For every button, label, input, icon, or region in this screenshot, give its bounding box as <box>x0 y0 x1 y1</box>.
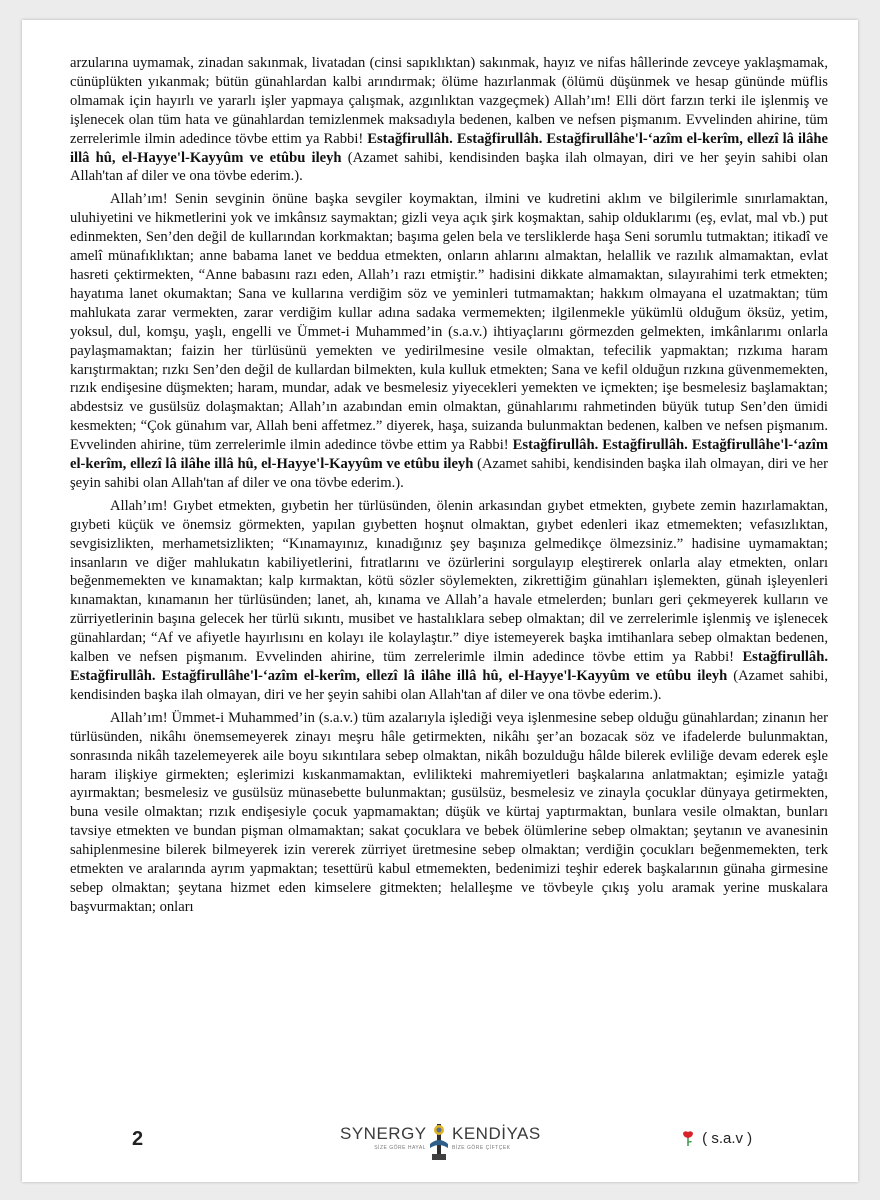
paragraph <box>70 709 828 917</box>
brand-right-tagline: BİZE GÖRE ÇİFTÇEK <box>452 1145 511 1151</box>
paragraph-text: Allah’ım! Gıybet etmekten, gıybetin her türlüsünden, ölenin arkasından gıybet etmekten, gıybete zemin hazırlamaktan, gıybeti küçük ve önemsiz görmekten, yapılan gıybetten hoşnut olmaktan, gıybet edenleri ikaz etmemekten; vefasızlıktan, sevgisizlikten, merhametsizlikten; “Kınamayınız, kınadığınız şey başınıza gelmedikçe ölmezsiniz.” hadisine uymamaktan; insanların ve diğer mahlukatın kabiliyetlerini, fıtratlarını ve özürlerini sorgulayıp eleştirerek onlarla alay etmekten, onları beğenmemekten ve kınamaktan; kalp kırmaktan, kötü sözler söylemekten, zikrettiğim günahları işlemekten, günah işleyenleri kınamaktan, kınamanın her türlüsünden; lanet, ah, kınama ve Allah’a havale etmelerden; bunları geri çekmeyerek kulların ve zürriyetlerinin başına gelecek her türlü sıkıntı, musibet ve hastalıklara sebep olmaktan; dil ve zerrelerimle işlenmiş ve işlenecek günahlardan; “Af ve afiyetle hayırlısını en kolayı ile kolaylaştır.” diye istemeyerek başka imtihanlara sebep olmaktan bedenen, kalben ve nefsen pişmanım. Evvelinden ahirine, tüm zerrelerimle ilmin adedince tövbe ettim ya Rabbi! <box>70 497 828 666</box>
paragraph-text: (Azamet sahibi, kendisinden başka ilah olmayan, diri ve her şeyin sahibi olan Allah'tan af diler ve ona tövbe ederim.). <box>70 149 828 185</box>
brand-left-tagline: SİZE GÖRE HAYAL <box>374 1145 426 1151</box>
brand-logo <box>340 1118 540 1164</box>
logo-left-block <box>340 1124 426 1151</box>
brand-left-text: SYNERGY <box>340 1124 427 1143</box>
paragraph-text: (Azamet sahibi, kendisinden başka ilah olmayan, diri ve her şeyin sahibi olan Allah'tan af diler ve ona tövbe ederim.). <box>70 456 828 491</box>
logo-emblem-icon <box>426 1118 452 1164</box>
paragraph-text: Allah’ım! Senin sevginin önüne başka sevgiler koymaktan, ilmini ve kudretini aklım ve bilgilerimle sınırlamaktan, uluhiyetini ve hikmetlerini yok ve imkânsız saymaktan; gizli veya açık şirk koşmaktan, sahip olduklarımı (eş, evlat, mal vb.) put edinmekten, Sen’den değil de kullarından korkmaktan; başıma gelen bela ve tersliklerde haşa Seni sorumlu tutmaktan; itikadî ve amelî münafıklıktan; anne babama lanet ve beddua etmekten, onların ahlarını almaktan, helallik ve razılık almamaktan, evlat hasreti çektirmekten, “Anne babasını razı eden, Allah’ı razı etmiştir.” hadisini dikkate almamaktan, sılayırahimi terk etmekten; hayatıma lanet okumaktan; Sana ve kullarına verdiğim söz ve yeminleri tutmamaktan; hakkım olmayana el uzatmaktan; tüm mahlukata zarar vermekten, zarar verdiğim kullar adına sadaka vermemekten; ilgilenmekle yükümlü olduğum öksüz, yetim, yoksul, dul, komşu, yaşlı, engelli ve Ümmet-i Muhammed’in (s.a.v.) ihtiyaçlarını görmezden gelmekten, imkânlarımı onlarla paylaşmamaktan; faizin her türlüsünü yemekten ve yedirilmesine vesile olmaktan, tefecilik yapmaktan; rızkıma haram karıştırmaktan; rızkı Sen’den değil de kullardan bilmekten, kula kulluk etmekten; Sana ve kefil olduğun rızkına güvenmemekten, rızık endişesine düşmekten; haram, mundar, adak ve besmelesiz yiyecekleri yemekten ve içmekten; işe besmelesiz başlamaktan; abdestsiz ve gusülsüz dolaşmaktan; Allah’ın azabından emin olmaktan, günahlarımı rahmetinden büyük tutup Sen’den ümidi kesmekten; “Çok günahım var, Allah beni affetmez.” diyerek, haşa, suizanda bulunmaktan bedenen, kalben ve nefsen pişmanım. Evvelinden ahirine, tüm zerrelerimle ilmin adedince tövbe ettim ya Rabbi! <box>70 191 828 454</box>
page-number: 2 <box>132 1128 144 1150</box>
logo-right-block <box>452 1124 542 1151</box>
paragraph <box>70 190 828 493</box>
rose-icon <box>682 1130 694 1150</box>
bold-prayer-text: Estağfirullâh. Estağfirullâh. Estağfirullâhe'l-‘azîm el-kerîm, ellezî lâ ilâhe illâ hû, el-Hayye'l-Kayyûm ve etûbu ileyh <box>70 437 829 473</box>
document-body <box>70 54 828 921</box>
page-footer <box>22 1118 858 1164</box>
document-page <box>22 20 858 1182</box>
sav-label <box>682 1130 752 1150</box>
paragraph <box>70 497 828 705</box>
paragraph-text: Allah’ım! Ümmet-i Muhammed’in (s.a.v.) tüm azalarıyla işlediği veya işlenmesine sebep olduğu günahlardan; zinanın her türlüsünden, nikâhı önemsemeyerek zinayı meşru hâle getirmekten, nikâhı şer’an bozacak söz ve ifadelerde bulunmaktan, sonrasında nikâh tazelemeyerek aile boyu sıkıntılara sebep olmaktan, nikâh bozulduğu hâlde bilerek evliliğe devam ederek eşle haram ilişkiye girmekten; eşlerimizi kıskanmamaktan, evlilikteki mahremiyetleri başkalarına anlatmaktan; eşimizle yatağı ayırmaktan; besmelesiz ve gusülsüz münasebette bulunmaktan; gusülsüz, besmelesiz ve zinayla çocuklar dünyaya getirmekten, buna vesile olmaktan; rızık endişesiyle çocuk yapmamaktan; düşük ve kürtaj yaptırmaktan, bunlara vesile olmaktan, bunları tavsiye etmekten ve bundan pişman olmamaktan; sakat çocuklara ve bebek ölümlerine sebep olmaktan; şeytanın ve avanesinin sahiplenmesine bilerek bilmeyerek izin vererek zürriyet üretmesine sebep olmaktan; verdiğin çocukları beğenmemekten, terk etmekten ve aralarında ayrım yapmaktan; tesettürü kabul etmemekten, bedenimizi teşhir ederek başkalarının günaha girmesine sebep olmaktan; şeytana hizmet eden kimselere gitmekten; helalleşme ve tövbeyle çıkış yolu aramak yerine muskalara başvurmaktan; onları <box>70 709 828 915</box>
brand-right-text: KENDİYAS <box>452 1124 541 1143</box>
paragraph <box>70 54 828 186</box>
paragraph-text: (Azamet sahibi, kendisinden başka ilah olmayan, diri ve her şeyin sahibi olan Allah'tan af diler ve ona tövbe ederim.). <box>70 668 828 703</box>
sav-text: ( s.a.v ) <box>702 1130 753 1147</box>
paragraph-text: arzularına uymamak, zinadan sakınmak, livatadan (cinsi sapıklıktan) sakınmak, hayız ve nifas hâllerinde zevceye yaklaşmamak, cünüplükten yıkanmak; bütün günahlardan kalbi arındırmak; ölüme hazırlanmak (ölümü düşünmek ve hesap gününde müflis olmamak için hayırlı ve yararlı işler yapmaya çalışmak, azgınlıktan vazgeçmek) Allah’ım! Elli dört farzın terki ile işlenmiş ve işlenecek olan tüm hata ve günahlardan temizlenmek maksadıyla bedenen, kalben ve nefsen pişmanım. Evvelinden ahirine, tüm zerrelerimle ilmin adedince tövbe ettim ya Rabbi! <box>70 55 828 147</box>
bold-prayer-text: Estağfirullâh. Estağfirullâh. Estağfirullâhe'l-‘azîm el-kerîm, ellezî lâ ilâhe illâ hû, el-Hayye'l-Kayyûm ve etûbu ileyh <box>70 130 828 166</box>
bold-prayer-text: Estağfirullâh. Estağfirullâh. Estağfirullâhe'l-‘azîm el-kerîm, ellezî lâ ilâhe illâ hû, el-Hayye'l-Kayyûm ve etûbu ileyh <box>70 649 828 684</box>
